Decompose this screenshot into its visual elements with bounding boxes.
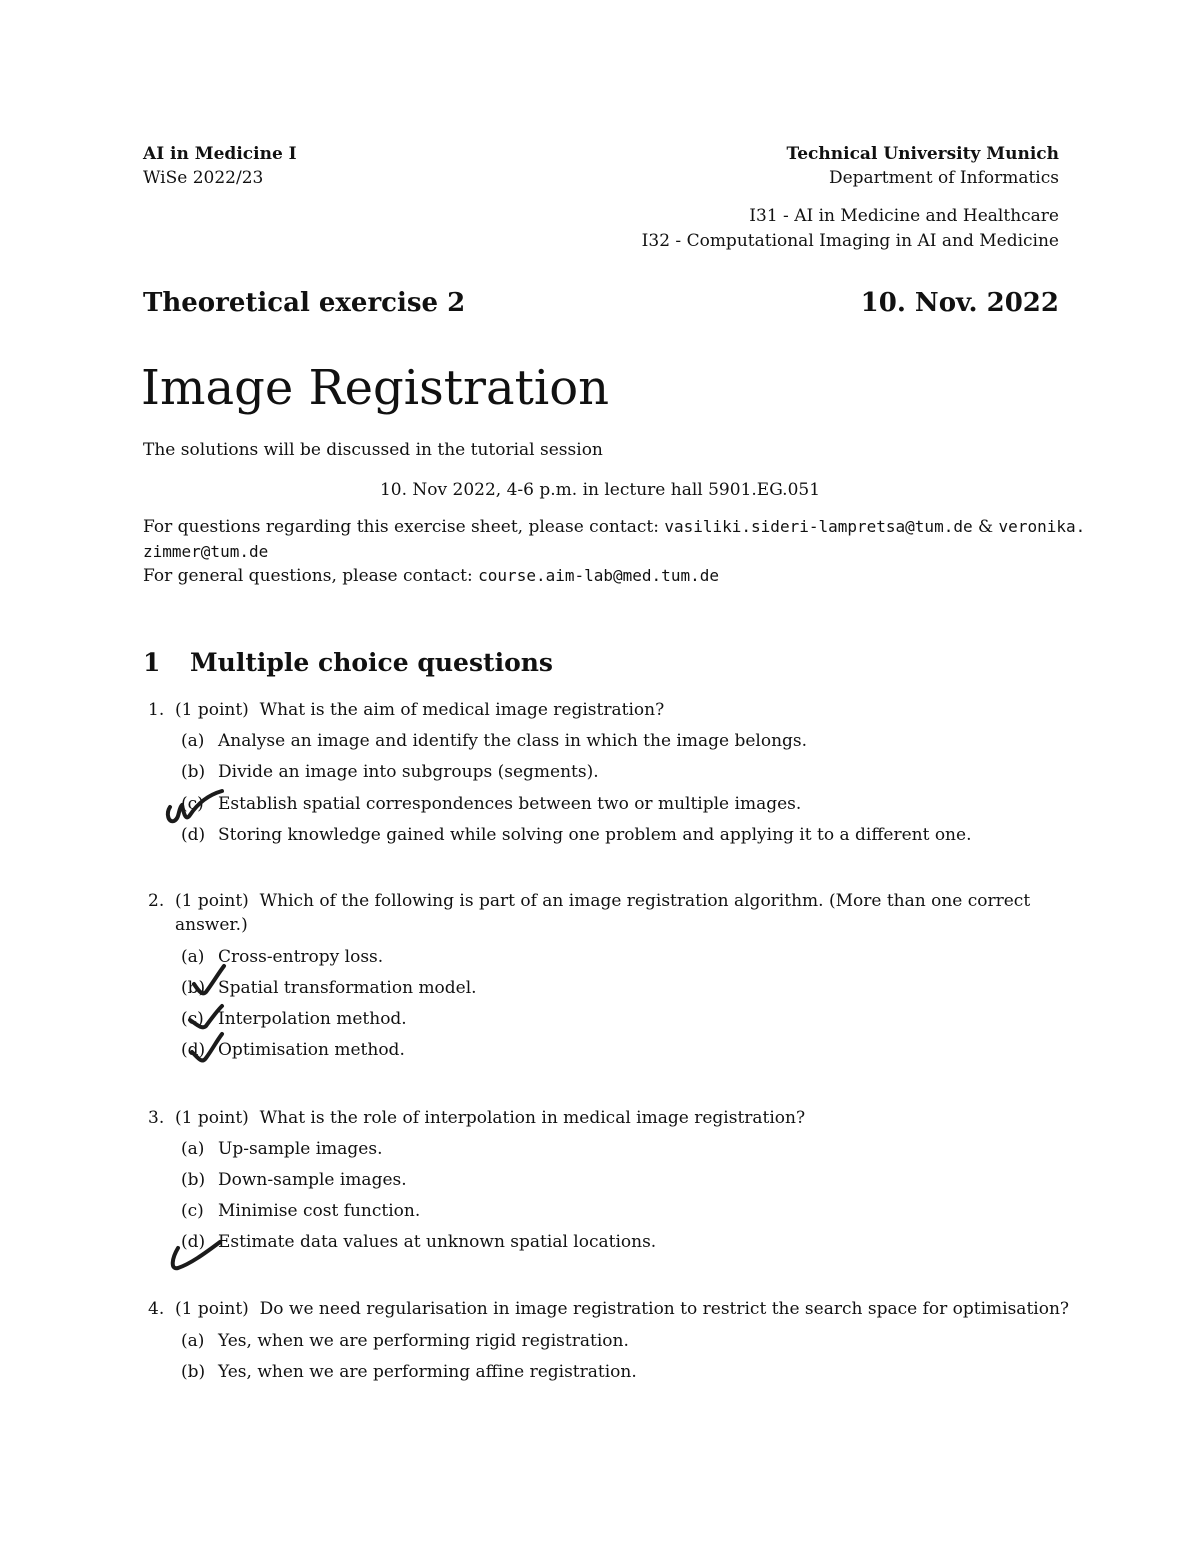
question-number: 2. [148, 891, 165, 911]
contact-email-2-part2[interactable]: zimmer@tum.de [143, 542, 269, 561]
contact-email-2-part1[interactable]: veronika. [998, 517, 1086, 536]
option-text: Yes, when we are performing rigid registration. [218, 1331, 629, 1351]
question-number: 1. [148, 700, 165, 720]
option-label[interactable]: (b) [181, 1362, 206, 1382]
option-text: Interpolation method. [218, 1009, 407, 1029]
question-text: (1 point) Which of the following is part of an image registration algorithm. (More than one correct [175, 891, 1031, 911]
session-text: The solutions will be discussed in the tutorial session [143, 440, 603, 460]
question-text: (1 point) Do we need regularisation in image registration to restrict the search space for optimisation? [175, 1299, 1070, 1319]
question-text: (1 point) What is the aim of medical image registration? [175, 700, 665, 720]
option-text: Divide an image into subgroups (segments). [218, 762, 599, 782]
option-text: Minimise cost function. [218, 1201, 421, 1221]
handwritten-check-icon [160, 1228, 240, 1278]
exercise-date: 10. Nov. 2022 [860, 288, 1059, 318]
contact-and: & [972, 517, 999, 537]
option-label[interactable]: (b) [181, 978, 206, 998]
option-label[interactable]: (a) [181, 731, 205, 751]
option-text: Down-sample images. [218, 1170, 407, 1190]
handwritten-check-icon [180, 962, 230, 1000]
contact-line-2 [143, 542, 268, 562]
option-label[interactable]: (c) [181, 1009, 204, 1029]
option-label[interactable]: (a) [181, 1139, 205, 1159]
option-text: Storing knowledge gained while solving one problem and applying it to a different one. [218, 825, 972, 845]
question-text: (1 point) What is the role of interpolation in medical image registration? [175, 1108, 806, 1128]
university-name: Technical University Munich [786, 144, 1059, 164]
session-details: 10. Nov 2022, 4-6 p.m. in lecture hall 5901.EG.051 [379, 480, 821, 500]
exercise-label: Theoretical exercise 2 [143, 288, 466, 318]
option-label[interactable]: (b) [181, 1170, 206, 1190]
chair-1: I31 - AI in Medicine and Healthcare [749, 206, 1059, 226]
section-title: Multiple choice questions [190, 648, 553, 677]
general-prefix: For general questions, please contact: [143, 566, 479, 586]
option-text: Analyse an image and identify the class in which the image belongs. [218, 731, 808, 751]
general-email[interactable]: course.aim-lab@med.tum.de [478, 566, 719, 585]
option-text: Estimate data values at unknown spatial locations. [218, 1232, 657, 1252]
option-label[interactable]: (b) [181, 762, 206, 782]
contact-prefix: For questions regarding this exercise sheet, please contact: [143, 517, 665, 537]
section-number: 1 [143, 648, 161, 677]
option-label[interactable]: (a) [181, 947, 205, 967]
option-text: Up-sample images. [218, 1139, 383, 1159]
department-name: Department of Informatics [828, 168, 1059, 188]
question-number: 4. [148, 1299, 165, 1319]
handwritten-check-icon [160, 785, 230, 830]
option-label[interactable]: (c) [181, 794, 204, 814]
option-text: Spatial transformation model. [218, 978, 477, 998]
semester: WiSe 2022/23 [143, 168, 264, 188]
option-text: Establish spatial correspondences between two or multiple images. [218, 794, 802, 814]
option-label[interactable]: (d) [181, 825, 206, 845]
question-text-cont: answer.) [175, 915, 248, 935]
option-label[interactable]: (d) [181, 1040, 206, 1060]
option-text: Yes, when we are performing affine registration. [218, 1362, 637, 1382]
contact-email-1[interactable]: vasiliki.sideri-lampretsa@tum.de [664, 517, 973, 536]
page-title: Image Registration [141, 360, 610, 416]
handwritten-check-icon [180, 1030, 230, 1068]
option-label[interactable]: (c) [181, 1201, 204, 1221]
option-label[interactable]: (d) [181, 1232, 206, 1252]
option-label[interactable]: (a) [181, 1331, 205, 1351]
contact-line [143, 517, 1085, 537]
option-text: Cross-entropy loss. [218, 947, 384, 967]
general-contact-line [143, 566, 719, 586]
question-number: 3. [148, 1108, 165, 1128]
course-title: AI in Medicine I [143, 144, 297, 164]
chair-2: I32 - Computational Imaging in AI and Medicine [641, 231, 1059, 251]
option-text: Optimisation method. [218, 1040, 405, 1060]
